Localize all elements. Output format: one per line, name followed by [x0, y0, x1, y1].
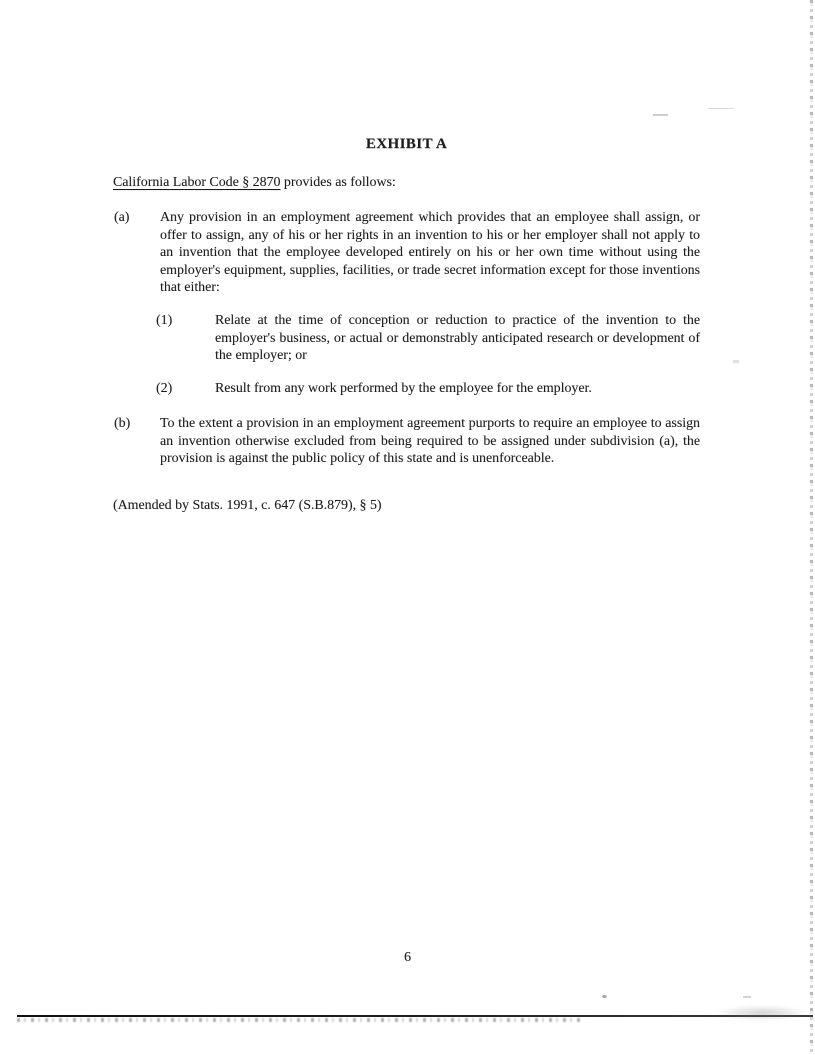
right-edge-scan-noise [810, 0, 813, 1055]
footer-rule [17, 1015, 813, 1017]
subclause-1 [156, 312, 700, 365]
clause-b-text: To the extent a provision in an employment agreement purports to require an employee to assign an invention otherwise excluded from being required to be assigned under subdivision (a), the provision is against the public policy of this state and is unenforceable. [160, 416, 700, 466]
clause-b-label: (b) [114, 416, 131, 431]
intro-rest: provides as follows: [280, 175, 396, 190]
subclause-2-label: (2) [156, 381, 173, 396]
subclause-1-label: (1) [156, 313, 173, 328]
scan-speck [602, 995, 607, 998]
clause-a-text: Any provision in an employment agreement which provides that an employee shall assign, or offer to assign, any of his or her rights in an invention to his or her employer shall not apply to an invention that the employee developed entirely on his or her own time without using the employer's equipment, supplies, facilities, or trade secret information except for those inventions that either: [160, 210, 700, 295]
subclause-1-text: Relate at the time of conception or reduction to practice of the invention to the employer's business, or actual or demonstrably anticipated research or development of the employer; or [215, 313, 700, 363]
statute-reference: California Labor Code § 2870 [113, 175, 281, 190]
scan-speck [653, 114, 668, 116]
clause-b [114, 415, 700, 468]
footer-rule-scan-noise [17, 1018, 582, 1022]
clause-a-label: (a) [114, 210, 130, 225]
page-number: 6 [404, 950, 411, 965]
intro-line [113, 174, 700, 192]
corner-scan-smudge [715, 1005, 810, 1021]
clause-a [114, 209, 700, 297]
scan-speck [733, 360, 739, 363]
scan-speck [743, 996, 751, 998]
exhibit-title: EXHIBIT A [365, 136, 448, 152]
subclause-2 [156, 380, 700, 398]
amendment-note: (Amended by Stats. 1991, c. 647 (S.B.879), § 5) [113, 498, 382, 513]
subclause-2-text: Result from any work performed by the employee for the employer. [215, 381, 592, 396]
scan-speck [708, 108, 734, 109]
